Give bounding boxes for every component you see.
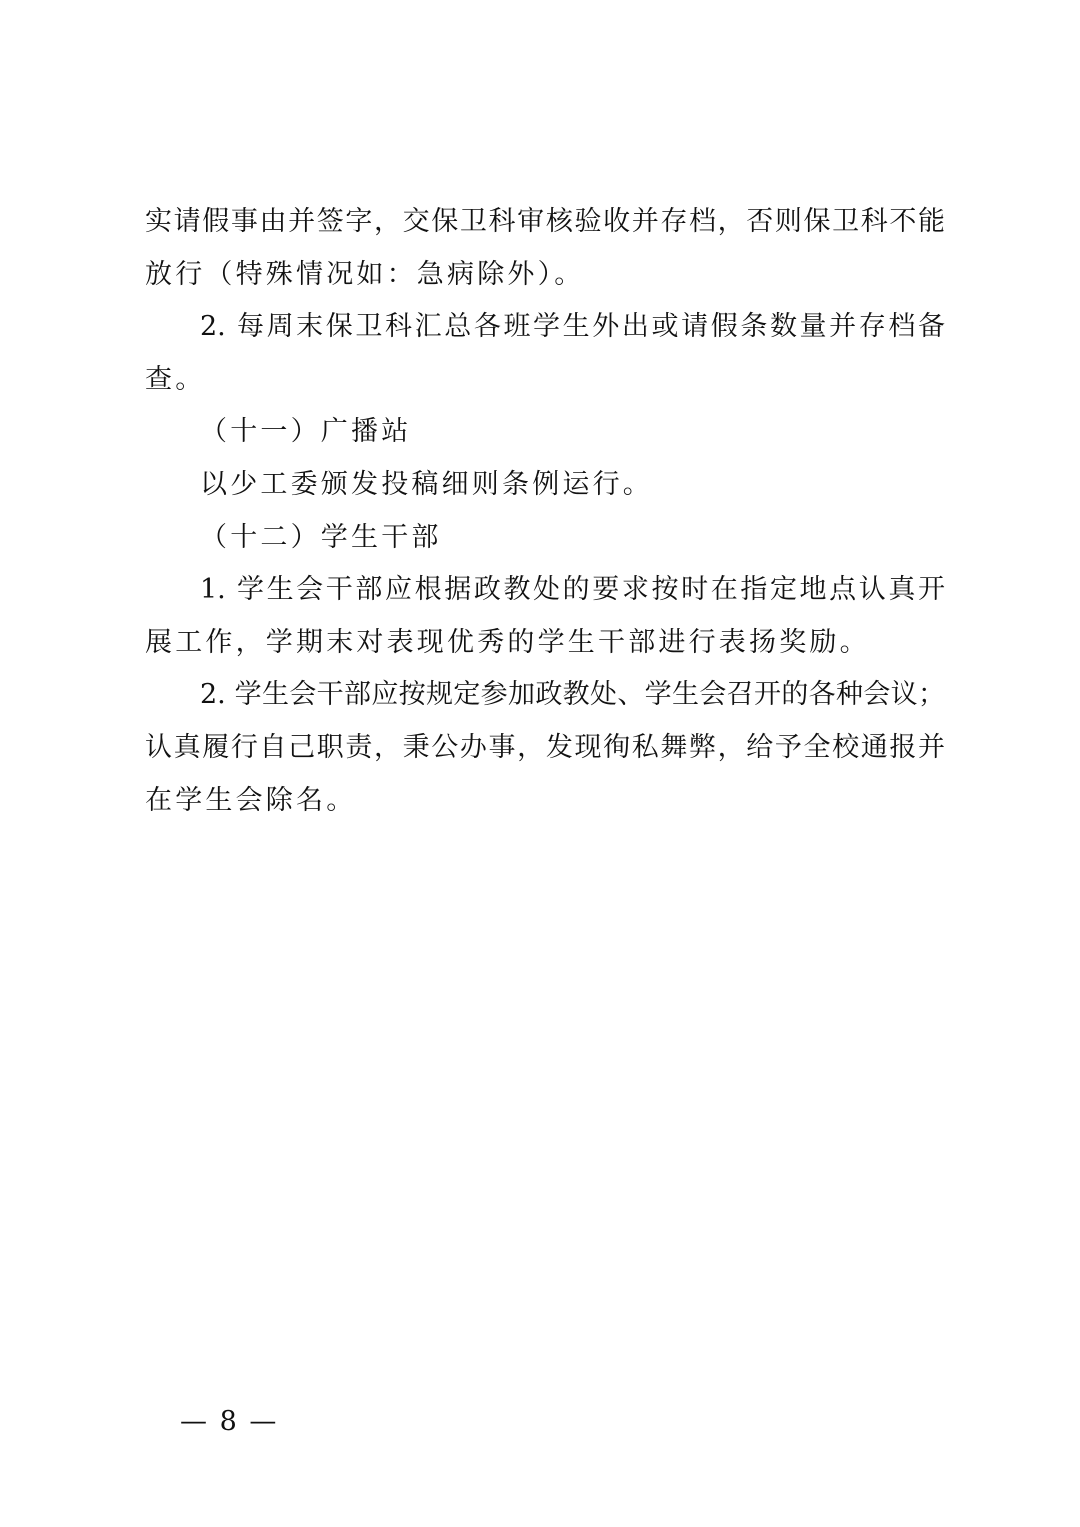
list-item-line: 2. 学生会干部应按规定参加政教处、学生会召开的各种会议； bbox=[200, 679, 945, 711]
paragraph-line: 以少工委颁发投稿细则条例运行。 bbox=[200, 468, 653, 500]
paragraph-line: 在学生会除名。 bbox=[145, 784, 357, 816]
paragraph-line: 放行（特殊情况如：急病除外）。 bbox=[145, 258, 585, 290]
section-heading: （十一）广播站 bbox=[200, 416, 412, 448]
paragraph-line: 认真履行自己职责，秉公办事，发现徇私舞弊，给予全校通报并 bbox=[145, 731, 945, 763]
list-item-line: 2. 每周末保卫科汇总各班学生外出或请假条数量并存档备 bbox=[200, 311, 945, 343]
page-number: — 8 — bbox=[180, 1406, 279, 1437]
section-heading: （十二）学生干部 bbox=[200, 521, 442, 553]
list-item-line: 1. 学生会干部应根据政教处的要求按时在指定地点认真开 bbox=[200, 574, 945, 606]
paragraph-line: 查。 bbox=[145, 363, 206, 395]
body-text bbox=[145, 196, 945, 827]
paragraph-line: 实请假事由并签字，交保卫科审核验收并存档，否则保卫科不能 bbox=[145, 206, 945, 237]
paragraph-line: 展工作，学期末对表现优秀的学生干部进行表扬奖励。 bbox=[145, 626, 870, 658]
